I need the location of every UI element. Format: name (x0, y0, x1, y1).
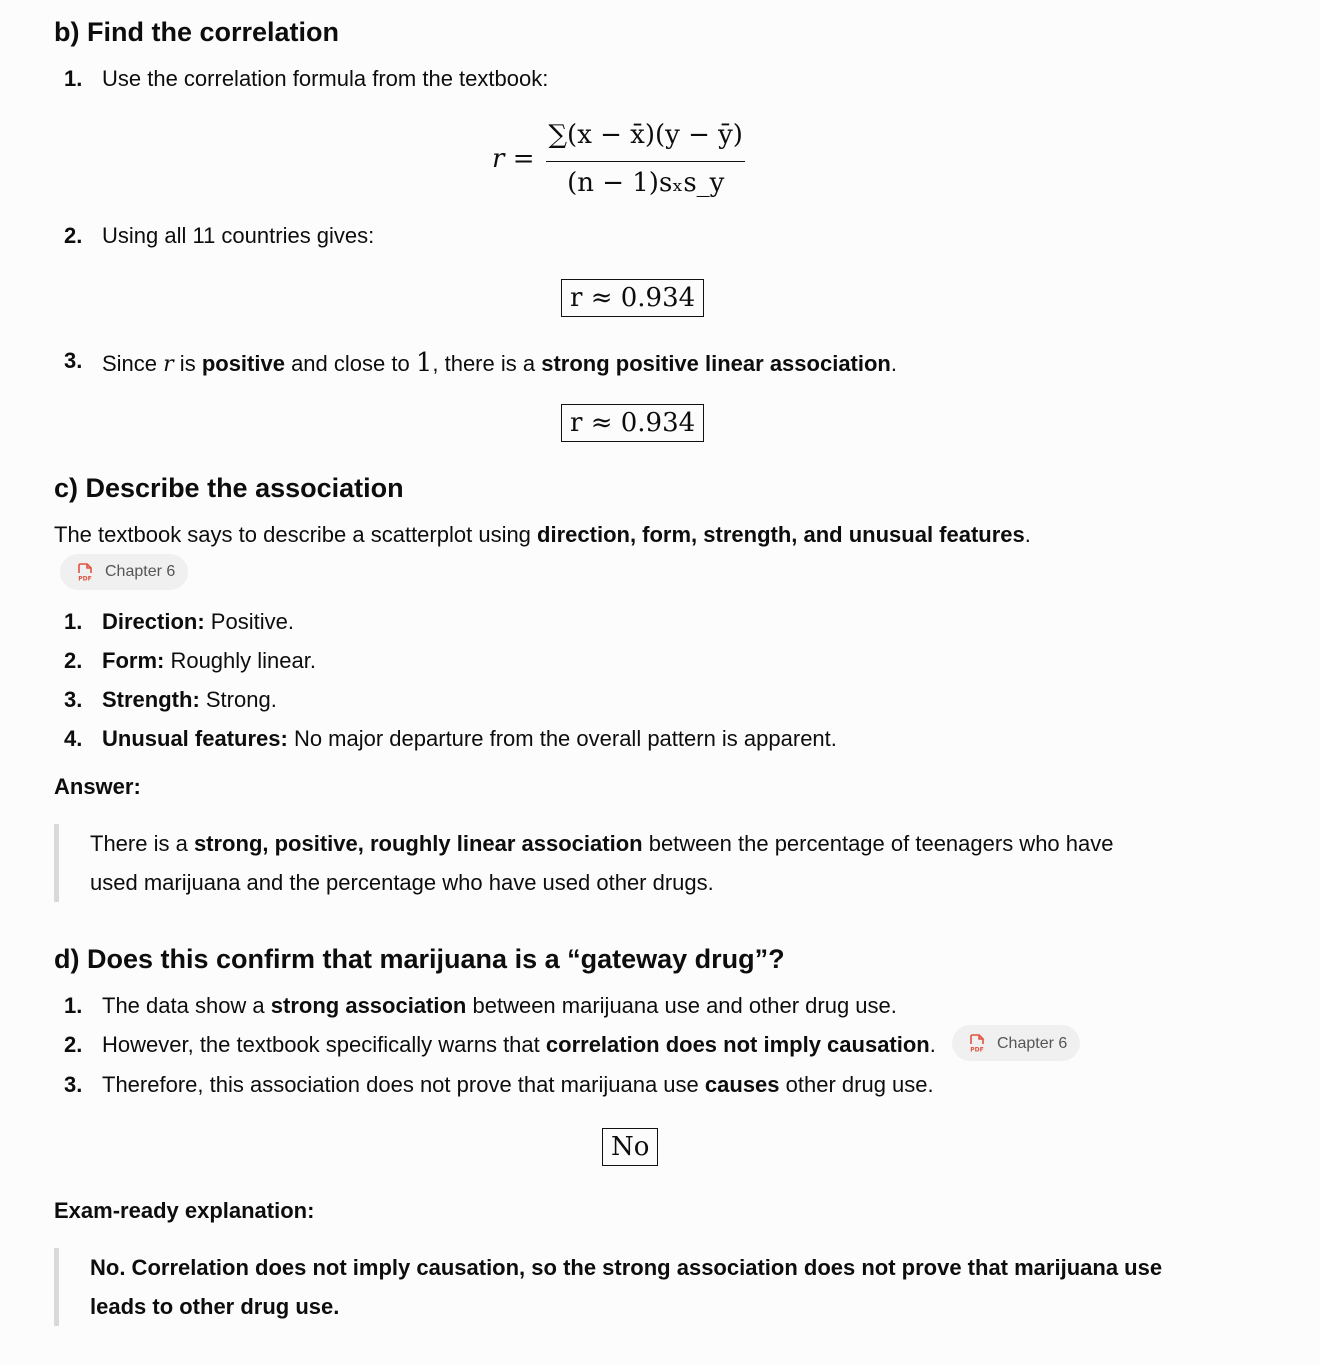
math-one: 1 (415, 348, 433, 378)
correlation-formula (492, 116, 745, 203)
formula-denominator: (n − 1)sₓs_y (567, 168, 725, 198)
boxed-result: r ≈ 0.934 (561, 279, 704, 317)
citation-chip-chapter-6[interactable] (60, 554, 188, 590)
step-text: Using all 11 countries gives: (102, 223, 375, 248)
pdf-icon (75, 562, 95, 582)
exam-ready-label: Exam-ready explanation: (54, 1198, 315, 1223)
list-item: 2. However, the textbook specifically warns that correlation does not imply causation. PDF Chapter 6 (54, 1025, 1254, 1065)
section-b-steps-3 (54, 344, 1254, 383)
list-item: 4. Unusual features: No major departure from the overall pattern is apparent. (64, 726, 837, 751)
formula-lhs: r = (492, 144, 535, 174)
citation-label: Chapter 6 (997, 1034, 1068, 1052)
section-d-steps (54, 986, 1254, 1104)
answer-quote: There is a strong, positive, roughly linear association between the percentage of teenagers who have used marijuana and the percentage who have used other drugs. (54, 824, 1160, 902)
formula-fraction (546, 116, 744, 203)
list-item: 3. Therefore, this association does not prove that marijuana use causes other drug use. (64, 1072, 934, 1097)
section-c-features (54, 602, 1254, 758)
section-d-heading: d) Does this confirm that marijuana is a “gateway drug”? (54, 944, 785, 974)
step-text: Use the correlation formula from the textbook: (102, 66, 549, 91)
citation-chip-chapter-6[interactable] (952, 1025, 1080, 1061)
list-item: 2. Form: Roughly linear. (64, 648, 316, 673)
boxed-result-repeat: r ≈ 0.934 (561, 404, 704, 442)
math-var-r: r (163, 352, 174, 377)
answer-label: Answer: (54, 774, 141, 799)
formula-numerator: ∑(x − x̄)(y − ȳ) (546, 116, 744, 162)
list-item: 1. Use the correlation formula from the textbook: (64, 66, 549, 91)
pdf-icon (967, 1033, 987, 1053)
svg-text:PDF: PDF (970, 1046, 984, 1054)
section-b-heading: b) Find the correlation (54, 17, 340, 47)
section-b-steps-1 (54, 62, 1254, 95)
list-item: 1. The data show a strong association between marijuana use and other drug use. (64, 993, 897, 1018)
section-c-intro: The textbook says to describe a scatterplot using direction, form, strength, and unusual features. (54, 522, 1031, 547)
list-item: 3. Strength: Strong. (64, 687, 277, 712)
exam-ready-quote: No. Correlation does not imply causation, so the strong association does not prove that marijuana use leads to other drug use. (54, 1248, 1210, 1326)
svg-text:PDF: PDF (78, 575, 92, 582)
boxed-answer-no: No (602, 1128, 658, 1166)
list-item: 2. Using all 11 countries gives: (64, 223, 375, 248)
citation-label: Chapter 6 (105, 563, 176, 580)
section-c-heading: c) Describe the association (54, 473, 404, 503)
section-b-steps-2 (54, 219, 1254, 252)
list-item: 1. Direction: Positive. (64, 609, 294, 634)
list-item: 3. Since r is positive and close to 1, there is a strong positive linear association. (64, 348, 897, 378)
